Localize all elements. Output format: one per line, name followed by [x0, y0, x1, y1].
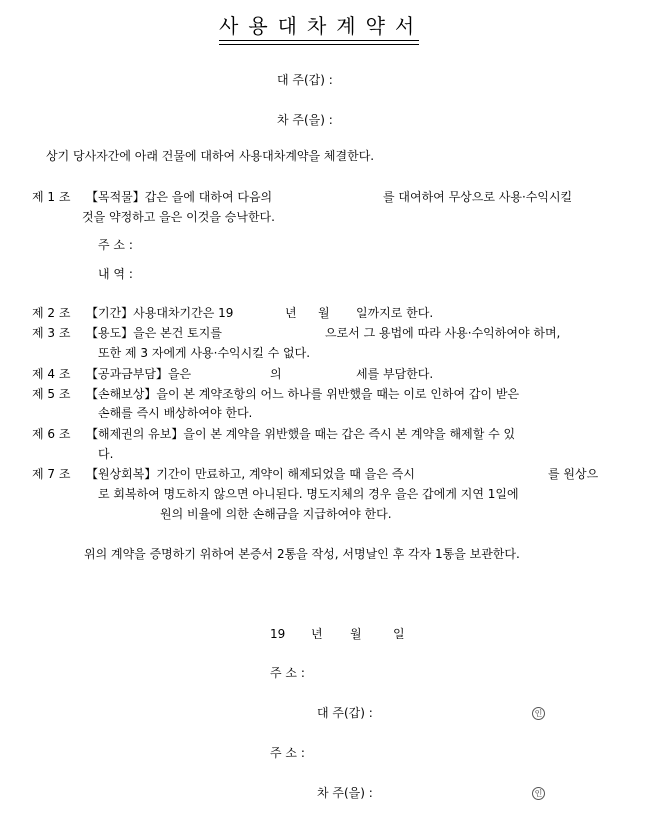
article-1-line1a: 【목적물】갑은 을에 대하여 다음의 [86, 190, 273, 204]
date-year: 년 [311, 627, 323, 641]
date-month: 월 [350, 627, 362, 641]
seal-icon: 인 [532, 707, 545, 720]
article-6-number: 제 6 조 [32, 427, 71, 441]
article-2-year: 년 [285, 306, 297, 320]
title-double-underline [219, 40, 419, 45]
article-5-line1: 【손해보상】을이 본 계약조항의 어느 하나를 위반했을 때는 이로 인하여 갑이 받은 [86, 387, 520, 401]
article-2-month: 월 [318, 306, 330, 320]
article-4-c: 세를 부담한다. [356, 367, 434, 381]
article-1-line1b: 를 대여하여 무상으로 사용·수익시킬 [383, 190, 573, 204]
article-7-line2: 로 회복하여 명도하지 않으면 아니된다. 명도지체의 경우 을은 갑에게 지연 1일에 [98, 487, 519, 501]
article-6-line1: 【해제권의 유보】을이 본 계약을 위반했을 때는 갑은 즉시 본 계약을 해제할 수 있 [86, 427, 516, 441]
article-2-number: 제 2 조 [32, 306, 71, 320]
article-2-a: 【기간】사용대차기간은 19 [86, 306, 234, 320]
article-4-a: 【공과금부담】을은 [86, 367, 192, 381]
article-7-number: 제 7 조 [32, 467, 71, 481]
borrower-label: 차 주(을) : [277, 113, 333, 127]
intro-text: 상기 당사자간에 아래 건물에 대하여 사용대차계약을 체결한다. [46, 149, 375, 163]
date-day: 일 [393, 627, 405, 641]
article-3-number: 제 3 조 [32, 326, 71, 340]
article-3-line2: 또한 제 3 자에게 사용·수익시킬 수 없다. [98, 346, 311, 360]
sign-lender-label: 대 주(갑) : [317, 706, 373, 720]
article-4-b: 의 [270, 367, 282, 381]
article-3-b: 으로서 그 용법에 따라 사용·수익하여야 하며, [325, 326, 561, 340]
date-year-prefix: 19 [270, 627, 286, 641]
sign-borrower-label: 차 주(을) : [317, 786, 373, 800]
lender-label: 대 주(갑) : [277, 73, 333, 87]
article-4-number: 제 4 조 [32, 367, 71, 381]
article-7-a: 【원상회복】기간이 만료하고, 계약이 해제되었을 때 을은 즉시 [86, 467, 415, 481]
seal-icon: 인 [532, 787, 545, 800]
article-5-number: 제 5 조 [32, 387, 71, 401]
article-7-line3: 원의 비율에 의한 손해금을 지급하여야 한다. [160, 507, 392, 521]
article-1-line2: 것을 약정하고 을은 이것을 승낙한다. [82, 210, 275, 224]
sign-lender-address-label: 주 소 : [270, 666, 305, 680]
article-2-day: 일까지로 한다. [356, 306, 434, 320]
sign-borrower-seal [532, 784, 545, 800]
article-3-a: 【용도】을은 본건 토지를 [86, 326, 222, 340]
article-6-line2: 다. [98, 447, 114, 461]
article-5-line2: 손해를 즉시 배상하여야 한다. [98, 406, 253, 420]
article-1-number: 제 1 조 [32, 190, 71, 204]
article-1-details-label: 내 역 : [98, 267, 133, 281]
closing-text: 위의 계약을 증명하기 위하여 본증서 2통을 작성, 서명날인 후 각자 1통을 보관한다. [84, 547, 520, 561]
article-1-address-label: 주 소 : [98, 238, 133, 252]
article-7-b: 를 원상으 [548, 467, 599, 481]
sign-lender-seal [532, 704, 545, 720]
document-title: 사용대차계약서 [219, 14, 425, 38]
sign-borrower-address-label: 주 소 : [270, 746, 305, 760]
